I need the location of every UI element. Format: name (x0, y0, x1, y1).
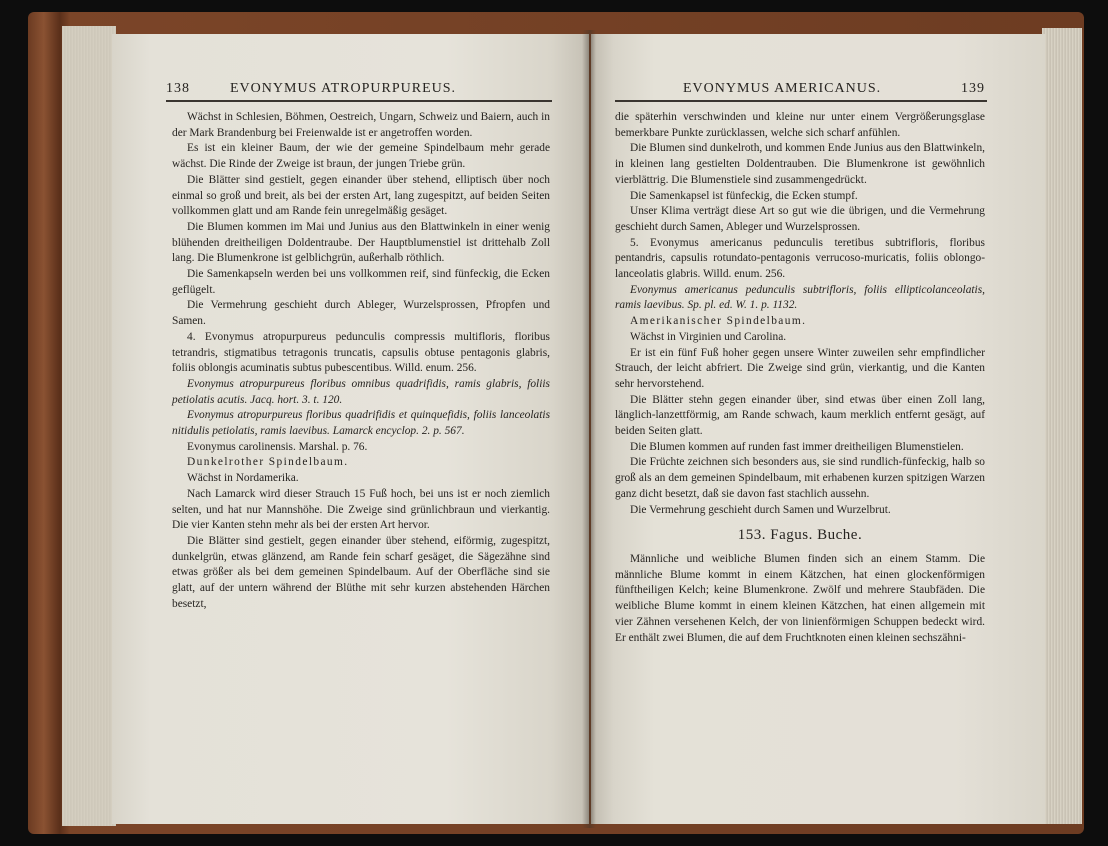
paragraph: Die Blätter sind gestielt, gegen einander über stehend, eiförmig, zugespitzt, dunkelgrün, etwas glänzend, am Rande fein scharf gesäget, die Sägezähne sind etwas größer als bei dem gemeinen Spindelbaum. Auf der Oberfläche sind sie glatt, auf der untern während der Blüthe mit sehr kurzen abstehenden Härchen besetzt, (172, 534, 550, 610)
header-rule-right (615, 100, 987, 102)
paragraph: Die Blumen kommen im Mai und Junius aus den Blattwinkeln in einer wenig blühenden dreitheiligen Doldentraube. Der Hauptblumenstiel ist drittehalb Zoll lang. Die Blumenkrone ist gelblichgrün, außerhalb röthlich. (172, 220, 550, 265)
synonym: Evonymus carolinensis. Marshal. p. 76. (187, 440, 368, 453)
synonym: Evonymus atropurpureus floribus omnibus quadrifidis, ramis glabris, foliis petiolatis acutis. Jacq. hort. 3. t. 120. (172, 377, 550, 406)
left-page (112, 34, 589, 824)
species-diagnosis: 4. Evonymus atropurpureus pedunculis compressis multifloris, floribus tetrandris, stigmatibus tetragonis truncatis, capsulis obtuse pentagonis glabris, foliis oblongis acuminatis subtus pubescentibus. Willd. enum. 256. (172, 330, 550, 375)
paragraph: Wächst in Virginien und Carolina. (630, 330, 787, 343)
page-number-left: 138 (166, 81, 190, 96)
common-name: Amerikanischer Spindelbaum. (630, 315, 807, 328)
right-body-text (615, 110, 985, 646)
paragraph: Die Früchte zeichnen sich besonders aus, sie sind rundlich-fünfeckig, halb so groß als an dem gemeinen Spindelbaum, mit erhabenen kurzen spitzigen Warzen ganz dicht besetzt, daß sie davon fast stachlich aussehn. (615, 456, 985, 500)
paragraph: Die Vermehrung geschieht durch Samen und Wurzelbrut. (630, 503, 891, 516)
running-head-right: EVONYMUS AMERICANUS. (683, 81, 882, 96)
paragraph: Die Vermehrung geschieht durch Ableger, Wurzelsprossen, Pfropfen und Samen. (172, 299, 550, 328)
paragraph: Die Samenkapseln werden bei uns vollkommen reif, sind fünfeckig, die Ecken geflügelt. (172, 268, 550, 296)
paragraph: Wächst in Schlesien, Böhmen, Oestreich, Ungarn, Schweiz und Baiern, auch in der Mark Brandenburg bei Freienwalde ist er angetroffen worden. (172, 111, 550, 139)
header-rule-left (166, 100, 552, 102)
paragraph: Die Blätter sind gestielt, gegen einander über stehend, elliptisch über noch einmal so groß und breit, als bei der ersten Art, lang zugespitzt, auf beiden Seiten vollkommen glatt und am Rande fein unregelmäßig gesäget. (172, 173, 550, 218)
section-heading: 153. Fagus. Buche. (737, 527, 863, 544)
left-page-edges (62, 26, 116, 826)
species-diagnosis: 5. Evonymus americanus pedunculis teretibus subtrifloris, floribus pentandris, capsulis rotundato-pentagonis verrucoso-muricatis, foliis oblongo-lanceolatis glabris. Willd. enum. 256. (615, 236, 985, 281)
running-head-left: EVONYMUS ATROPURPUREUS. (230, 81, 457, 96)
paragraph: Wächst in Nordamerika. (187, 472, 299, 485)
synonym: Evonymus americanus pedunculis subtrifloris, foliis ellipticolanceolatis, ramis laevibus. Sp. pl. ed. W. 1. p. 1132. (615, 283, 985, 312)
synonym: Evonymus atropurpureus floribus quadrifidis et quinquefidis, foliis lanceolatis nitidulis petiolatis, ramis laevibus. Lamarck encyclop. 2. p. 567. (172, 409, 550, 438)
book-gutter (582, 30, 596, 828)
paragraph: Männliche und weibliche Blumen finden sich an einem Stamm. Die männliche Blume kommt in einem Kätzchen, hat einen glockenförmigen fünftheiligen Kelch; keine Blumenkrone. Zwölf und mehrere Staubfäden. Die weibliche Blume kommt in einem kleinen Kätzchen, hat einen allgemein mit vier Zähnen versehenen Kelch, der von linienförmigen Schuppen bedeckt wird. Er enthält zwei Blumen, die auf dem Fruchtknoten einen kleinen sechszähni- (615, 552, 985, 644)
paragraph: Unser Klima verträgt diese Art so gut wie die übrigen, und die Vermehrung geschieht durch Samen, Ableger und Wurzelsprossen. (615, 205, 985, 233)
right-page-edges (1042, 28, 1082, 824)
paragraph: Er ist ein fünf Fuß hoher gegen unsere Winter zuweilen sehr empfindlicher Strauch, der leicht abfriert. Die Zweige sind grün, vierkantig, und die Kanten sehr hervorstehend. (615, 346, 985, 390)
left-body-text (172, 110, 550, 613)
paragraph: die späterhin verschwinden und kleine nur unter einem Vergrößerungsglase bemerkbare Punkte zurücklassen, welche sich scharf anfühlen. (615, 111, 985, 139)
common-name: Dunkelrother Spindelbaum. (187, 456, 349, 469)
paragraph: Die Blumen sind dunkelroth, und kommen Ende Junius aus den Blattwinkeln, in kleinen lang gestielten Doldentrauben. Die Blumenkrone ist gewöhnlich vierblättrig. Die Blumenstiele sind zusammengedrückt. (615, 142, 985, 186)
book-spread (28, 12, 1084, 834)
paragraph: Die Blumen kommen auf runden fast immer dreitheiligen Blumenstielen. (630, 440, 964, 453)
paragraph: Nach Lamarck wird dieser Strauch 15 Fuß hoch, bei uns ist er noch ziemlich selten, und hat nur Mannshöhe. Die Zweige sind grünlichbraun und vierkantig. Die vier Kanten stehn mehr als bei der ersten Art hervor. (172, 487, 550, 532)
right-page (591, 34, 1045, 824)
paragraph: Die Samenkapsel ist fünfeckig, die Ecken stumpf. (630, 189, 858, 202)
paragraph: Die Blätter stehn gegen einander über, sind etwas über einen Zoll lang, länglich-lanzettförmig, am Rande schwach, kaum merklich entfernt gesägt, auf beiden Seiten glatt. (615, 393, 985, 438)
page-number-right: 139 (961, 81, 985, 96)
paragraph: Es ist ein kleiner Baum, der wie der gemeine Spindelbaum mehr gerade wächst. Die Rinde der Zweige ist braun, der jungen Triebe grün. (172, 142, 550, 171)
